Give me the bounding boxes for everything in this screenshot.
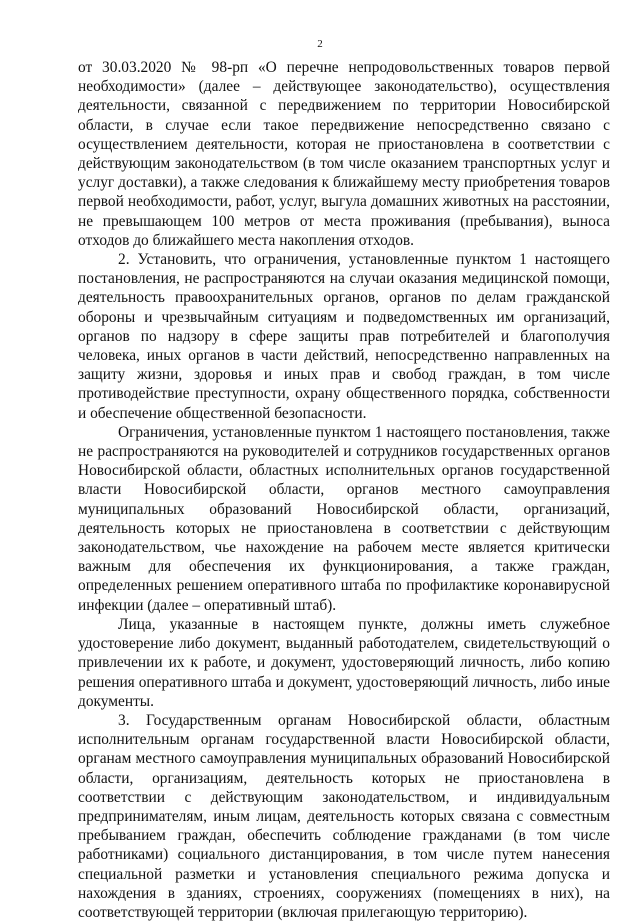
paragraph-item-2-documents: Лица, указанные в настоящем пункте, должны иметь служебное удостоверение либо документ, выданный работодателем, свидетельствующий о привлечении их к работе, и документ, удостоверяющий личность, либо копию решения оперативного штаба и документ, удостоверяющий личность, либо иные документы. xyxy=(78,615,610,710)
paragraph-item-3: 3. Государственным органам Новосибирской области, областным исполнительным органам государственной власти Новосибирской области, органам местного самоуправления муниципальных образований Новосибирской области, организациям, деятельность которых не приостановлена в соответствии с действующим законодательством, и индивидуальным предпринимателям, иным лицам, деятельность которых связана с совместным пребыванием граждан, обеспечить соблюдение гражданами (в том числе работниками) социального дистанцирования, в том числе путем нанесения специальной разметки и установления специального режима допуска и нахождения в зданиях, строениях, сооружениях (помещениях в них), на соответствующей территории (включая прилегающую территорию). xyxy=(78,711,610,921)
document-body xyxy=(78,58,610,922)
paragraph-item-2-restrictions: Ограничения, установленные пунктом 1 настоящего постановления, также не распространяются на руководителей и сотрудников государственных органов Новосибирской области, областных исполнительных органов государственной власти Новосибирской области, органов местного самоуправления муниципальных образований Новосибирской области, организаций, деятельность которых не приостановлена в соответствии с действующим законодательством, чье нахождение на рабочем месте является критически важным для обеспечения их функционирования, а также граждан, определенных решением оперативного штаба по профилактике коронавирусной инфекции (далее – оперативный штаб). xyxy=(78,423,610,614)
paragraph-item-2: 2. Установить, что ограничения, установленные пунктом 1 настоящего постановления, не распространяются на случаи оказания медицинской помощи, деятельность правоохранительных органов, органов по делам гражданской обороны и чрезвычайным ситуациям и подведомственных им организаций, органов по надзору в сфере защиты прав потребителей и благополучия человека, иных органов в части действий, непосредственно направленных на защиту жизни, здоровья и иных прав и свобод граждан, в том числе противодействие преступности, охрану общественного порядка, собственности и обеспечение общественной безопасности. xyxy=(78,251,610,422)
paragraph-continuation: от 30.03.2020 № 98-рп «О перечне непродовольственных товаров первой необходимости» (далее – действующее законодательство), осуществления деятельности, связанной с передвижением по территории Новосибирской области, в случае если такое передвижение непосредственно связано с осуществлением деятельности, которая не приостановлена в соответствии с действующим законодательством (в том числе оказанием транспортных услуг и услуг доставки), а также следования к ближайшему месту приобретения товаров первой необходимости, работ, услуг, выгула домашних животных на расстоянии, не превышающем 100 метров от места проживания (пребывания), выноса отходов до ближайшего места накопления отходов. xyxy=(78,59,610,249)
page-number: 2 xyxy=(317,38,323,50)
